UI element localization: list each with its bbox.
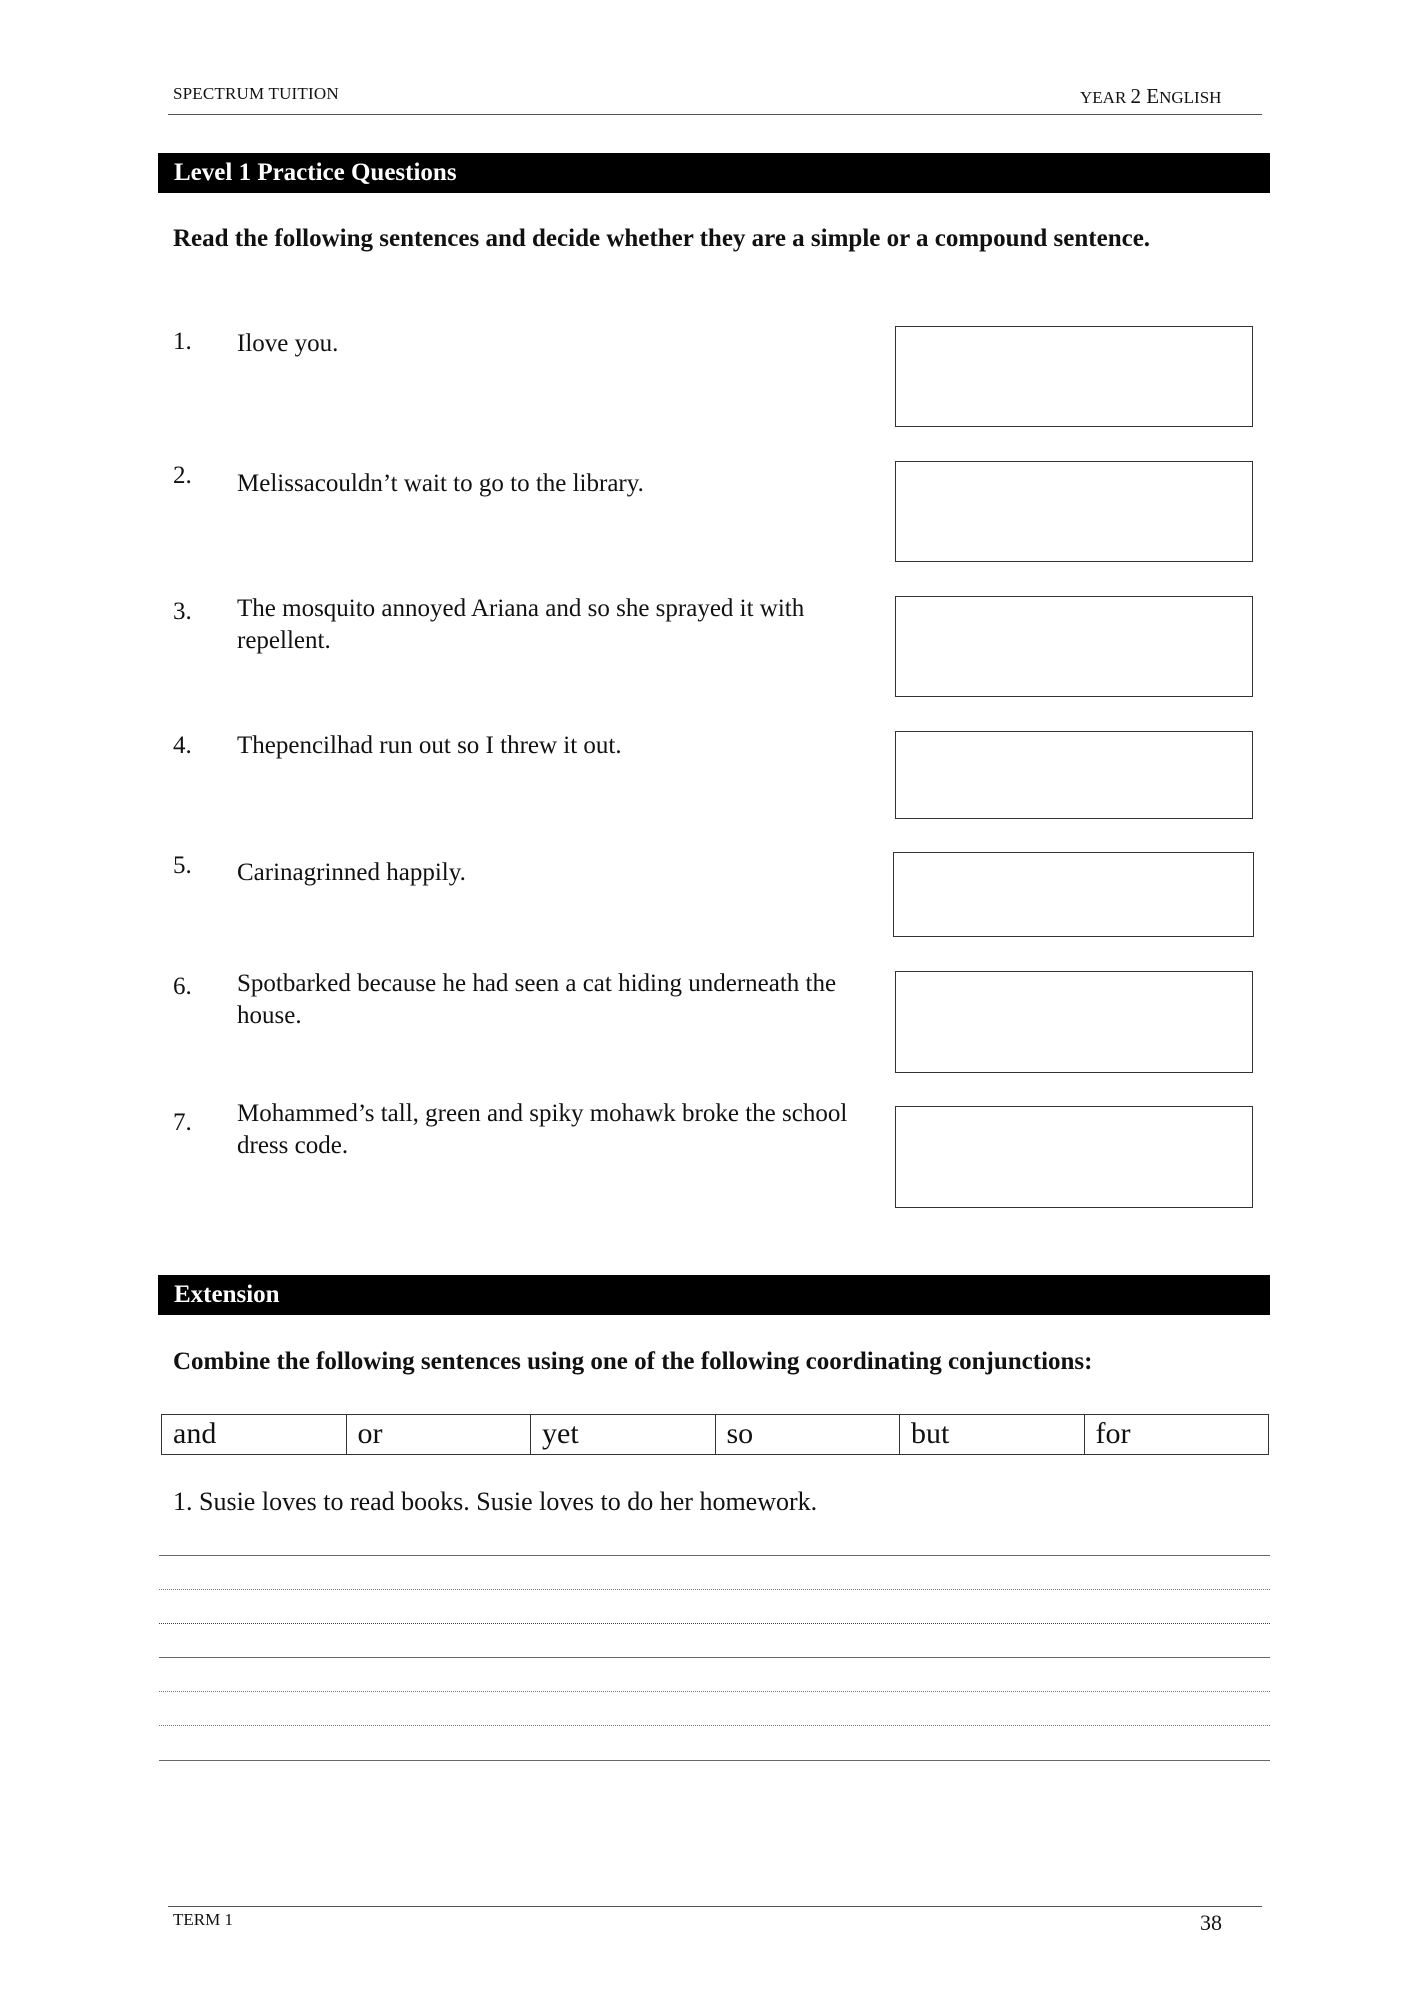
question-3-text: The mosquito annoyed Ariana and so she sprayed it with repellent.: [237, 595, 805, 654]
extension-question-1: 1. Susie loves to read books. Susie loves to do her homework.: [173, 1487, 818, 1516]
question-5-number: 5.: [173, 852, 192, 879]
section1-instruction: Read the following sentences and decide whether they are a simple or a compound sentence.: [173, 225, 1151, 252]
question-1-number: 1.: [173, 328, 192, 355]
question-6-number: 6.: [173, 973, 192, 1000]
header-right-year: YEAR: [1080, 88, 1127, 107]
writing-line[interactable]: [159, 1555, 1270, 1556]
answer-box-4[interactable]: [895, 731, 1253, 819]
question-7-number: 7.: [173, 1109, 192, 1136]
answer-box-6[interactable]: [895, 971, 1253, 1073]
conjunction-cell: yet: [531, 1415, 716, 1454]
conjunction-cell: and: [162, 1415, 347, 1454]
header-left: SPECTRUM TUITION: [173, 84, 339, 103]
section-bar-extension: Extension: [158, 1275, 1270, 1315]
answer-box-1[interactable]: [895, 326, 1253, 427]
page-number: 38: [1200, 1910, 1222, 1935]
answer-box-7[interactable]: [895, 1106, 1253, 1208]
question-7-text: Mohammed’s tall, green and spiky mohawk broke the school dress code.: [237, 1100, 848, 1159]
writing-line-guide: [159, 1725, 1270, 1726]
question-2-text: Melissacouldn’t wait to go to the library.: [237, 470, 644, 497]
answer-box-3[interactable]: [895, 596, 1253, 697]
section-bar-level1: Level 1 Practice Questions: [158, 153, 1270, 193]
question-3-number: 3.: [173, 598, 192, 625]
question-6-text: Spotbarked because he had seen a cat hiding underneath the house.: [237, 970, 837, 1029]
header-right-level: 2 E: [1130, 84, 1160, 108]
question-4-number: 4.: [173, 732, 192, 759]
question-4-text: Thepencilhad run out so I threw it out.: [237, 732, 622, 759]
conjunction-cell: for: [1095, 1417, 1131, 1450]
question-2-number: 2.: [173, 462, 192, 489]
footer-rule: [168, 1906, 1262, 1907]
header-right: [1080, 84, 1221, 109]
writing-line[interactable]: [159, 1657, 1270, 1658]
conjunction-cell: but: [900, 1415, 1085, 1454]
conjunction-table: [161, 1414, 1269, 1455]
answer-box-5[interactable]: [893, 852, 1254, 937]
writing-line[interactable]: [159, 1760, 1270, 1761]
conjunction-cell: or: [347, 1415, 532, 1454]
conjunction-cell: so: [716, 1415, 901, 1454]
header-rule: [168, 114, 1262, 115]
writing-line-guide: [159, 1623, 1270, 1624]
section2-instruction: Combine the following sentences using one of the following coordinating conjunctions:: [173, 1348, 1093, 1375]
writing-line-guide: [159, 1589, 1270, 1590]
answer-box-2[interactable]: [895, 461, 1253, 562]
header-right-subject: NGLISH: [1159, 88, 1222, 107]
question-1-text: Ilove you.: [237, 330, 339, 357]
footer-term: TERM 1: [173, 1910, 233, 1929]
question-5-text: Carinagrinned happily.: [237, 859, 466, 886]
writing-line-guide: [159, 1691, 1270, 1692]
